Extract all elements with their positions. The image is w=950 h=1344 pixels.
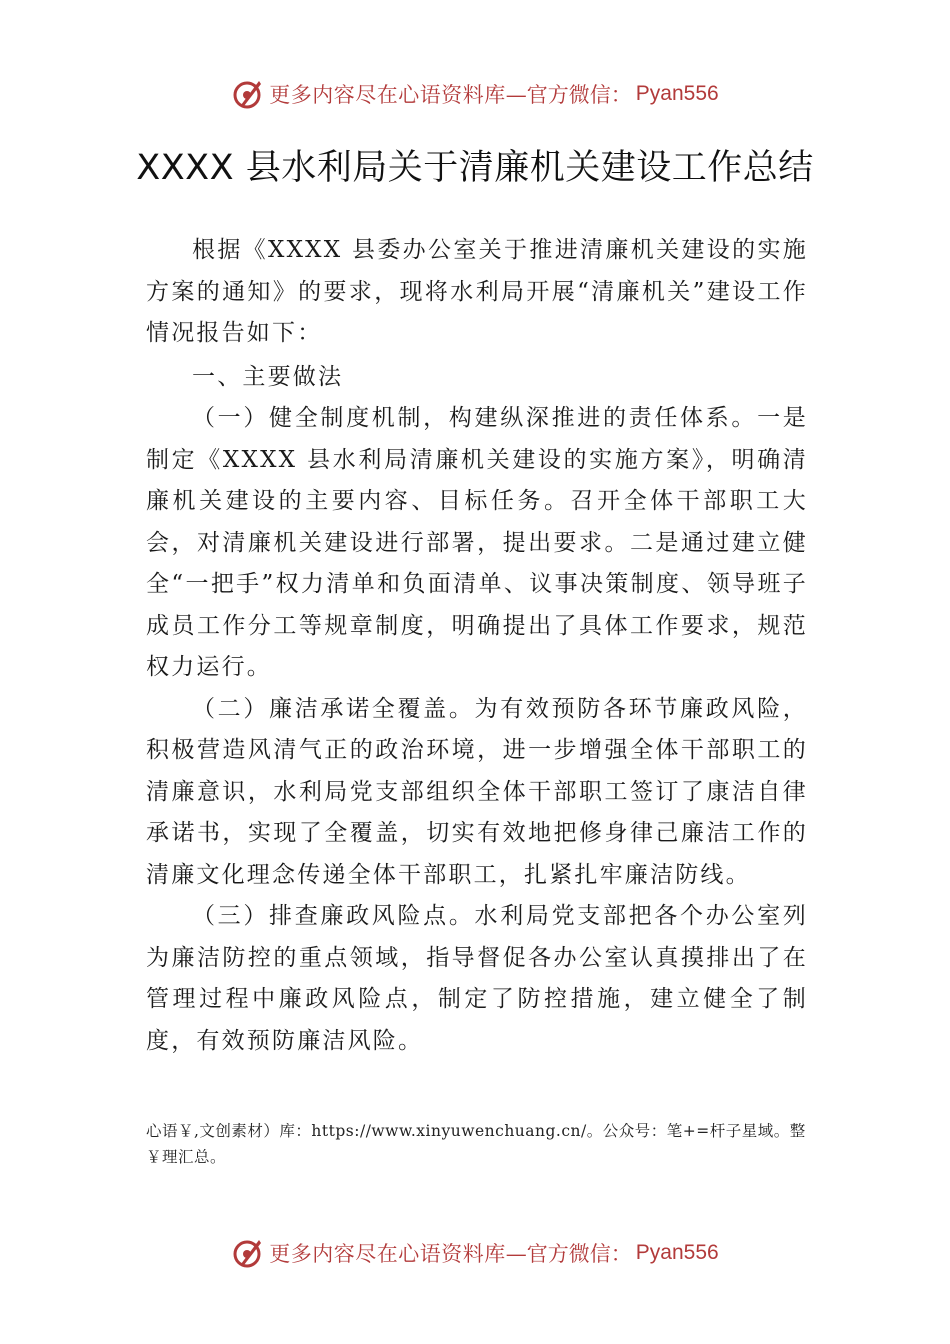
- banner-separator: —官方微信：: [505, 83, 632, 107]
- quill-pen-logo-icon: [231, 77, 265, 111]
- body-paragraph: （三）排查廉政风险点。水利局党支部把各个办公室列为廉洁防控的重点领域，指导督促各办公室认真摸排出了在管理过程中廉政风险点，制定了防控措施，建立健全了制度，有效预防廉洁风险。: [146, 903, 808, 1054]
- banner-separator: —官方微信：: [505, 1242, 632, 1266]
- banner-text: 更多内容尽在心语资料库: [269, 1242, 506, 1266]
- source-footnote: 心语￥,文创素材）库：https://www.xinyuwenchuang.cn/。公众号：笔+=杆子星域。整￥理汇总。: [146, 1122, 806, 1166]
- intro-paragraph: 根据《XXXX 县委办公室关于推进清廉机关建设的实施方案的通知》的要求，现将水利局开展“清廉机关”建设工作情况报告如下：: [146, 237, 808, 346]
- banner-wechat-id: Pyan556: [635, 82, 719, 105]
- section-heading: 一、主要做法: [192, 363, 344, 390]
- footer-banner: [0, 1233, 950, 1273]
- quill-pen-logo-icon: [231, 1236, 265, 1270]
- banner-text: 更多内容尽在心语资料库: [269, 83, 506, 107]
- body-paragraph: （二）廉洁承诺全覆盖。为有效预防各环节廉政风险，积极营造风清气正的政治环境，进一步增强全体干部职工的清廉意识，水利局党支部组织全体干部职工签订了康洁自律承诺书，实现了全覆盖，切实有效地把修身律己廉洁工作的清廉文化理念传递全体干部职工，扎紧扎牢廉洁防线。: [146, 695, 808, 888]
- banner-wechat-id: Pyan556: [635, 1241, 719, 1264]
- document-body: [146, 230, 808, 1062]
- header-banner: [0, 74, 950, 114]
- document-title: XXXX 县水利局关于清廉机关建设工作总结: [136, 148, 814, 188]
- body-paragraph: （一）健全制度机制，构建纵深推进的责任体系。一是制定《XXXX 县水利局清廉机关建设的实施方案》，明确清廉机关建设的主要内容、目标任务。召开全体干部职工大会，对清廉机关建设进行部署，提出要求。二是通过建立健全“一把手”权力清单和负面清单、议事决策制度、领导班子成员工作分工等规章制度，明确提出了具体工作要求，规范权力运行。: [146, 405, 808, 680]
